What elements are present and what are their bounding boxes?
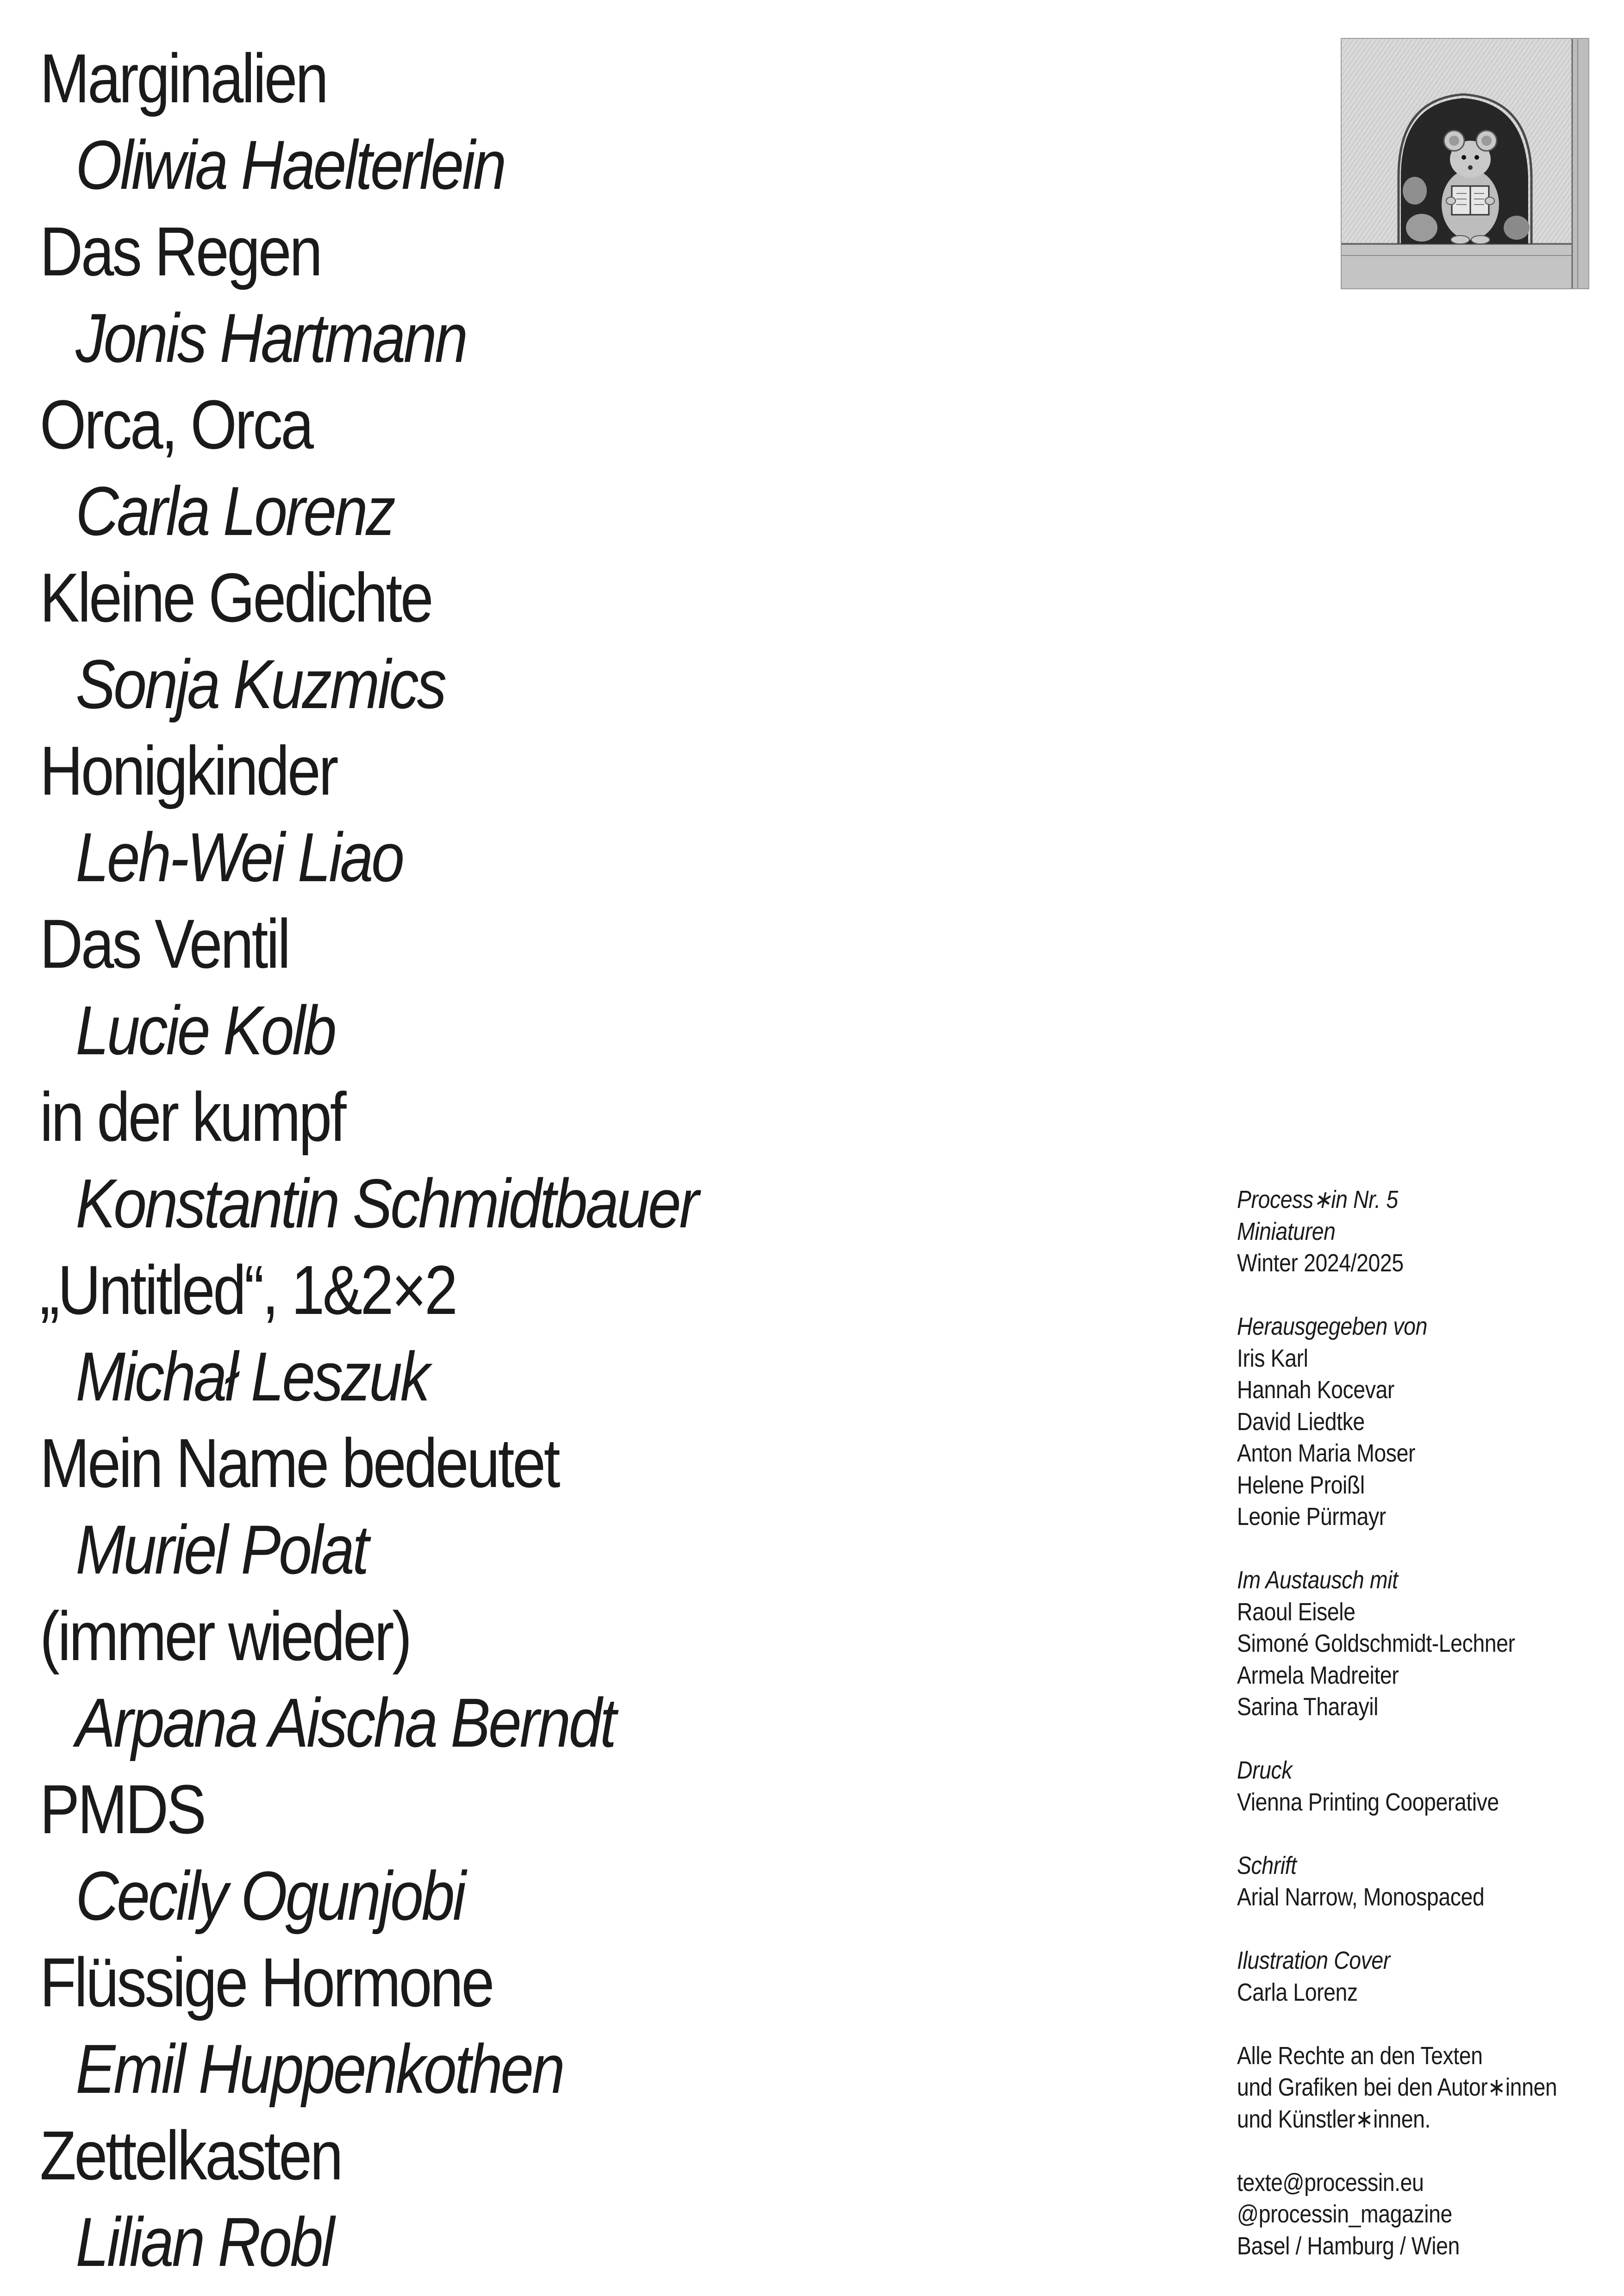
editors-heading: Herausgegeben von: [1237, 1313, 1427, 1340]
print-heading: Druck: [1237, 1756, 1293, 1784]
toc-title: Honigkinder: [40, 732, 337, 809]
toc-author: Lucie Kolb: [75, 991, 335, 1069]
toc-title: Marginalien: [40, 39, 327, 117]
colophon-rights: [1237, 2040, 1607, 2135]
toc-title: in der kumpf: [40, 1078, 345, 1156]
toc-entry: [40, 35, 1197, 208]
toc-entry: [40, 1420, 1197, 1593]
toc-entry: [40, 1593, 1197, 1766]
colophon-print: [1237, 1755, 1607, 1818]
toc-entry: [40, 901, 1197, 1074]
editor-name: Hannah Kocevar: [1237, 1376, 1394, 1404]
toc-title: „Untitled“, 1&2×2: [40, 1251, 456, 1329]
toc-title: PMDS: [40, 1770, 205, 1848]
exchange-name: Simoné Goldschmidt-Lechner: [1237, 1630, 1515, 1657]
cover-value: Carla Lorenz: [1237, 1978, 1358, 2006]
colophon-font: [1237, 1850, 1607, 1913]
toc-entry: [40, 728, 1197, 901]
toc-entry: [40, 2112, 1197, 2285]
editor-name: Leonie Pürmayr: [1237, 1503, 1386, 1531]
toc-title: Flüssige Hormone: [40, 1943, 493, 2021]
cover-illustration: [1341, 38, 1589, 289]
toc-author: Emil Huppenkothen: [75, 2030, 563, 2108]
issue-season: Winter 2024/2025: [1237, 1249, 1404, 1277]
editor-name: Anton Maria Moser: [1237, 1439, 1416, 1467]
toc-entry: [40, 1247, 1197, 1420]
toc-title: Das Ventil: [40, 905, 289, 983]
editor-name: David Liedtke: [1237, 1407, 1365, 1436]
contact-email[interactable]: texte@processin.eu: [1237, 2168, 1424, 2196]
toc-entry: [40, 1766, 1197, 1939]
print-value: Vienna Printing Cooperative: [1237, 1788, 1499, 1816]
toc-entry: [40, 1939, 1197, 2112]
colophon-contact: [1237, 2167, 1607, 2262]
colophon-editors: [1237, 1311, 1607, 1533]
issue-theme: Miniaturen: [1237, 1217, 1336, 1245]
colophon-cover: [1237, 1945, 1607, 2008]
toc-author: Konstantin Schmidtbauer: [75, 1164, 697, 1242]
exchange-heading: Im Austausch mit: [1237, 1566, 1398, 1594]
mouse-in-mousehole-icon: [1341, 38, 1589, 289]
rights-line: und Grafiken bei den Autor∗innen: [1237, 2073, 1557, 2101]
toc-entry: [40, 381, 1197, 554]
magazine-issue: Process∗in Nr. 5: [1237, 1186, 1398, 1213]
toc-author: Carla Lorenz: [75, 472, 394, 550]
font-heading: Schrift: [1237, 1851, 1297, 1879]
table-of-contents: [40, 35, 1197, 2285]
exchange-name: Armela Madreiter: [1237, 1661, 1399, 1689]
exchange-name: Sarina Tharayil: [1237, 1693, 1379, 1721]
toc-author: Leh-Wei Liao: [75, 818, 403, 896]
toc-entry: [40, 208, 1197, 381]
toc-author: Muriel Polat: [75, 1511, 367, 1588]
contact-handle[interactable]: @processin_magazine: [1237, 2200, 1452, 2228]
toc-author: Cecily Ogunjobi: [75, 1857, 464, 1935]
toc-title: Kleine Gedichte: [40, 559, 432, 636]
toc-author: Lilian Robl: [75, 2203, 333, 2281]
toc-author: Michał Leszuk: [75, 1338, 428, 1415]
font-value: Arial Narrow, Monospaced: [1237, 1883, 1485, 1911]
rights-line: und Künstler∗innen.: [1237, 2105, 1431, 2133]
contact-cities: Basel / Hamburg / Wien: [1237, 2232, 1460, 2260]
toc-entry: [40, 554, 1197, 728]
toc-author: Oliwia Haelterlein: [75, 126, 505, 204]
exchange-name: Raoul Eisele: [1237, 1598, 1355, 1626]
toc-author: Arpana Aischa Berndt: [75, 1684, 615, 1761]
toc-title: Das Regen: [40, 212, 321, 290]
toc-title: (immer wieder): [40, 1597, 410, 1675]
toc-title: Mein Name bedeutet: [40, 1424, 559, 1502]
colophon-exchange: [1237, 1564, 1607, 1723]
toc-author: Sonja Kuzmics: [75, 645, 445, 723]
toc-author: Jonis Hartmann: [75, 299, 466, 377]
toc-entry: [40, 1074, 1197, 1247]
editor-name: Iris Karl: [1237, 1344, 1308, 1372]
cover-heading: Ilustration Cover: [1237, 1947, 1390, 1974]
colophon: [1237, 1184, 1607, 2262]
editor-name: Helene Proißl: [1237, 1471, 1365, 1499]
toc-title: Zettelkasten: [40, 2116, 342, 2194]
colophon-issue: [1237, 1184, 1607, 1279]
rights-line: Alle Rechte an den Texten: [1237, 2041, 1483, 2070]
toc-title: Orca, Orca: [40, 386, 312, 463]
